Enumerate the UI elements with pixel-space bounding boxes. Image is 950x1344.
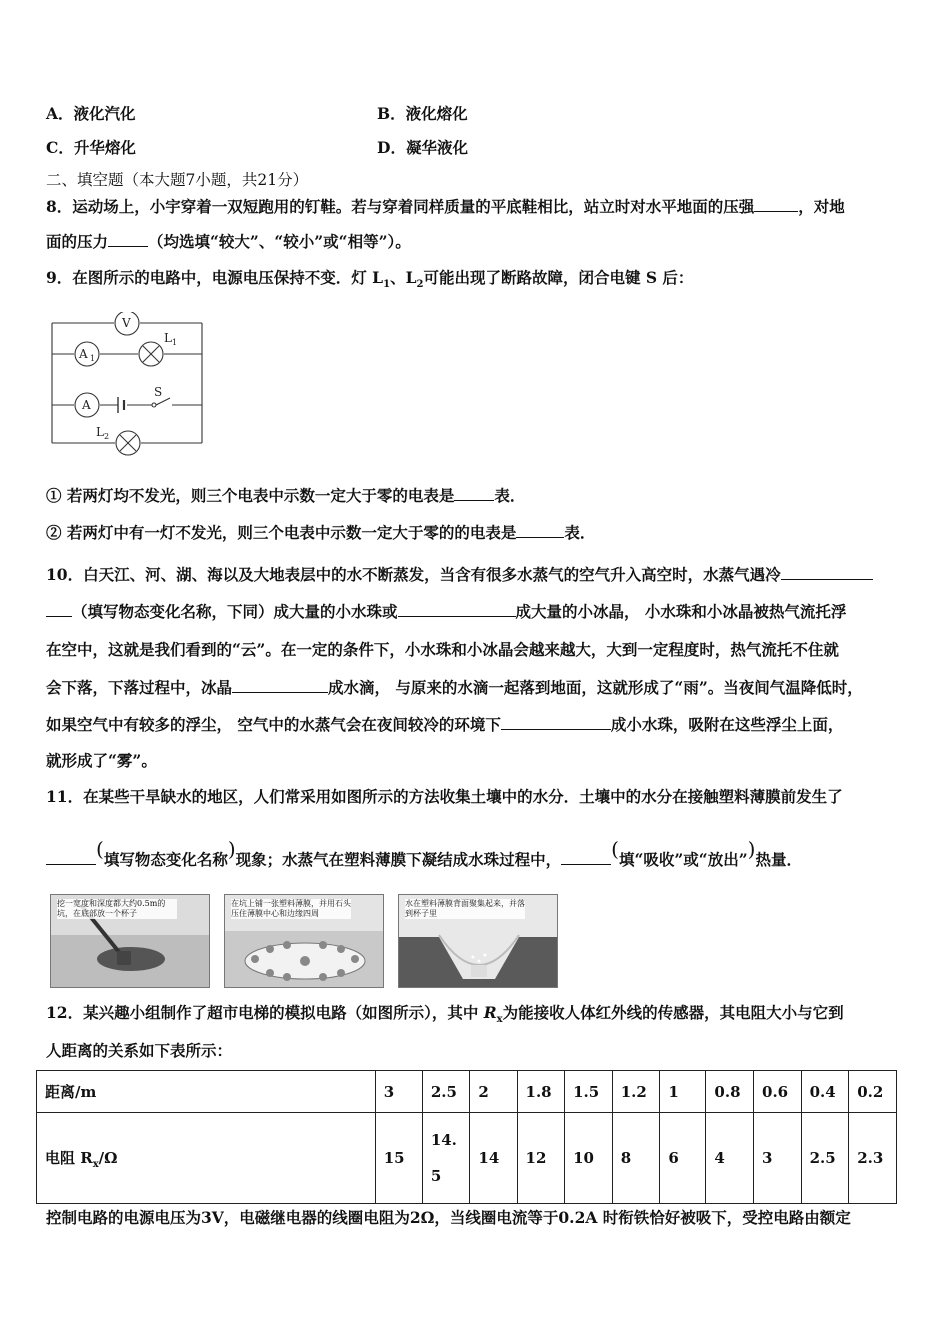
table-cell: 2 [470, 1071, 517, 1113]
table-label-resistance [37, 1113, 376, 1204]
q9-sub1 [46, 486, 525, 506]
table-cell: 3 [754, 1113, 802, 1204]
q9-text: 表． [494, 486, 526, 505]
table-row-distance [37, 1071, 897, 1113]
q12-rx: R [483, 1003, 497, 1022]
q11-text: 热量． [755, 850, 802, 869]
q11-blank-1 [46, 850, 96, 865]
q10-text: 成大量的小冰晶， 小水珠和小冰晶被热气流托浮 [515, 602, 847, 621]
table-cell: 2.5 [801, 1113, 849, 1204]
option-c: C．升华熔化 [46, 138, 136, 157]
q10-blank-4 [501, 715, 611, 730]
table-cell: 14 [470, 1113, 517, 1204]
q10-text: 成水滴， 与原来的水滴一起落到地面，这就形成了“雨”。当夜间气温降低时， [328, 678, 863, 697]
q12-line3: 控制电路的电源电压为3V，电磁继电器的线圈电阻为2Ω，当线圈电流等于0.2A 时衔铁恰好被吸下，受控电路由额定 [46, 1208, 851, 1227]
water-collection-figure [50, 894, 550, 988]
q10-blank-2 [398, 602, 516, 617]
q8-text: 面的压力 [46, 232, 109, 251]
q9-sub: 2 [416, 279, 424, 291]
q12-line1 [46, 1003, 844, 1030]
q9-text: 、L [390, 268, 417, 287]
q11-blank-2 [561, 850, 611, 865]
q9-sub2 [46, 523, 595, 543]
q10-line5 [46, 715, 843, 735]
q11-text: 现象；水蒸气在塑料薄膜下凝结成水珠过程中， [235, 850, 562, 869]
q8-text: ，对地 [798, 197, 845, 216]
q11-line1: 11．在某些干旱缺水的地区，人们常采用如图所示的方法收集土壤中的水分．土壤中的水分在接触塑料薄膜前发生了 [46, 787, 843, 806]
q12-rx-sub: x [496, 1014, 503, 1026]
switch-label: S [154, 385, 163, 399]
q8-blank-2 [108, 232, 148, 247]
resistance-table [36, 1070, 897, 1204]
table-cell: 1.5 [565, 1071, 613, 1113]
q11-paren: ( [96, 837, 104, 861]
table-cell: 6 [660, 1113, 706, 1204]
option-b: B．液化熔化 [377, 104, 468, 123]
q10-text: 成小水珠，吸附在这些浮尘上面， [610, 715, 844, 734]
table-cell: 15 [375, 1113, 422, 1204]
q12-text: 为能接收人体红外线的传感器，其电阻大小与它到 [502, 1003, 844, 1022]
q11-paren: ) [227, 837, 236, 861]
table-cell: 12 [517, 1113, 565, 1204]
q9-text: ① 若两灯均不发光，则三个电表中示数一定大于零的电表是 [46, 486, 455, 505]
q10-text: 10．白天江、河、湖、海以及大地表层中的水不断蒸发，当含有很多水蒸气的空气升入高空时，水蒸气遇冷 [46, 565, 781, 584]
table-cell: 0.8 [706, 1071, 754, 1113]
photo1-caption: 挖一宽度和深度都大约0.5m的坑，在底部放一个杯子 [57, 899, 177, 919]
q11-line2 [46, 837, 802, 870]
q12-text: 12．某兴趣小组制作了超市电梯的模拟电路（如图所示），其中 [46, 1003, 484, 1022]
table-label-sub: x [92, 1158, 99, 1170]
q9-text: 9．在图所示的电路中，电源电压保持不变．灯 L [46, 268, 384, 287]
photo-dig-pit [50, 894, 210, 988]
lamp-l1-label: L [164, 331, 172, 345]
table-cell: 0.6 [754, 1071, 802, 1113]
lamp-l2-sub: 2 [104, 432, 110, 441]
ammeter-a-label: A [82, 398, 91, 412]
q8-text: （均选填“较大”、“较小”或“相等”）。 [148, 232, 411, 251]
option-d: D．凝华液化 [377, 138, 468, 157]
table-cell: 1 [660, 1071, 706, 1113]
q11-text: 填“吸收”或“放出” [618, 850, 748, 869]
q9-blank-2 [516, 523, 564, 538]
circuit-diagram [44, 312, 209, 462]
q8-blank-1 [754, 197, 798, 212]
q10-blank-3 [232, 678, 328, 693]
q8-text: 8．运动场上，小宇穿着一双短跑用的钉鞋。若与穿着同样质量的平底鞋相比，站立时对水平地面的压强 [46, 197, 755, 216]
q9-line [46, 268, 693, 295]
table-cell: 0.4 [801, 1071, 849, 1113]
table-cell: 1.8 [517, 1071, 565, 1113]
table-cell: 10 [565, 1113, 613, 1204]
q10-line2 [46, 602, 846, 622]
q10-blank-1 [781, 565, 873, 580]
q10-line1 [46, 565, 873, 585]
ammeter-a1-sub: 1 [90, 354, 96, 363]
q8-line1 [46, 197, 845, 217]
q10-text: 会下落，下落过程中，冰晶 [46, 678, 233, 697]
photo3-caption: 水在塑料薄膜背面聚集起来，并落到杯子里 [405, 899, 525, 918]
q11-paren: ) [747, 837, 756, 861]
q9-sub: 1 [383, 279, 391, 291]
table-label-text: /Ω [98, 1148, 118, 1167]
q12-line2: 人距离的关系如下表所示： [46, 1041, 233, 1060]
q10-text: （填写物态变化名称，下同）成大量的小水珠或 [72, 602, 398, 621]
q8-line2 [46, 232, 411, 252]
lamp-l2-label: L [96, 425, 104, 439]
q9-text: ② 若两灯中有一灯不发光，则三个电表中示数一定大于零的的电表是 [46, 523, 517, 542]
table-cell: 8 [612, 1113, 660, 1204]
lamp-l1-sub: 1 [172, 338, 178, 347]
table-cell: 2.5 [422, 1071, 470, 1113]
table-label-text: 电阻 R [45, 1148, 93, 1167]
photo-water-drips [398, 894, 558, 988]
q10-line4 [46, 678, 863, 698]
table-cell: 3 [375, 1071, 422, 1113]
q9-text: 表． [564, 523, 596, 542]
table-cell: 1.2 [612, 1071, 660, 1113]
q9-blank-1 [454, 486, 494, 501]
voltmeter-label: V [122, 316, 131, 330]
q9-text: 可能出现了断路故障，闭合电键 S 后： [423, 268, 694, 287]
q10-line6: 就形成了“雾”。 [46, 751, 157, 770]
section-heading: 二、填空题（本大题7小题，共21分） [46, 171, 309, 189]
q10-text: 如果空气中有较多的浮尘， 空气中的水蒸气会在夜间较冷的环境下 [46, 715, 501, 734]
q11-text: 填写物态变化名称 [103, 850, 228, 869]
table-cell: 0.2 [849, 1071, 897, 1113]
table-cell: 14. 5 [422, 1113, 470, 1204]
photo2-caption: 在坑上铺一张塑料薄膜，并用石头压住薄膜中心和边缘四周 [231, 899, 351, 918]
photo-lay-film [224, 894, 384, 988]
table-label-distance: 距离/m [37, 1071, 376, 1113]
ammeter-a1-label: A [79, 347, 88, 361]
table-row-resistance [37, 1113, 897, 1204]
q10-line3: 在空中，这就是我们看到的“云”。在一定的条件下，小水珠和小冰晶会越来越大，大到一定程度时，热气流托不住就 [46, 640, 839, 659]
q11-paren: ( [611, 837, 619, 861]
table-cell: 4 [706, 1113, 754, 1204]
option-a: A．液化汽化 [46, 104, 136, 123]
table-cell: 2.3 [849, 1113, 897, 1204]
q10-blank-1b [46, 602, 72, 617]
